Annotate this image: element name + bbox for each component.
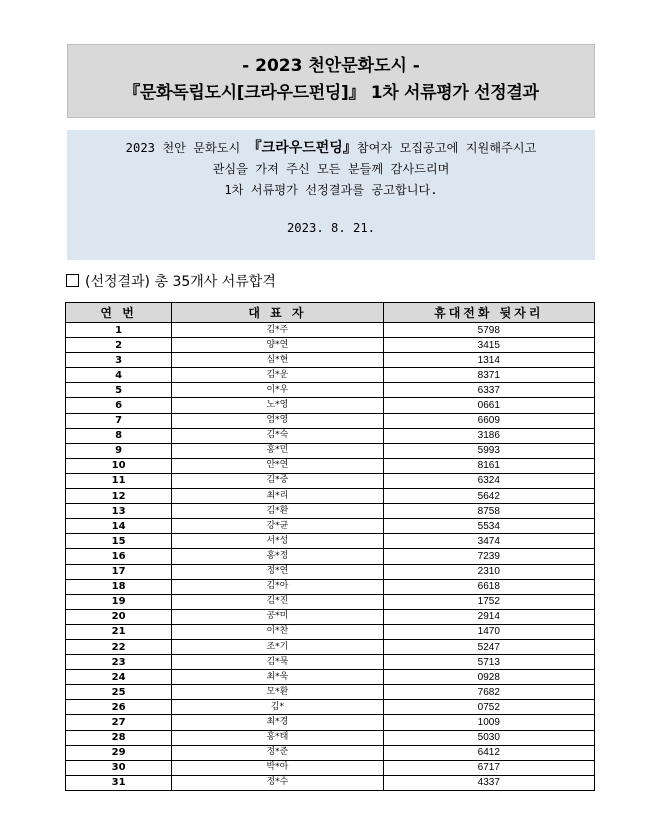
table-row <box>66 624 595 639</box>
phone-last-digits: 5030 <box>383 730 594 745</box>
table-row <box>66 534 595 549</box>
page-title-line1: - 2023 천안문화도시 - <box>242 56 420 76</box>
representative-name: 최*리 <box>172 489 383 504</box>
row-number: 31 <box>66 775 172 790</box>
notice-line-1-post: 참여자 모집공고에 지원해주시고 <box>356 141 537 155</box>
row-number: 2 <box>66 338 172 353</box>
notice-line-2: 관심을 가져 주신 모든 분들께 감사드리며 <box>212 162 450 176</box>
representative-name: 엄*영 <box>172 413 383 428</box>
table-row <box>66 775 595 790</box>
phone-last-digits: 3415 <box>383 338 594 353</box>
table-row <box>66 745 595 760</box>
phone-last-digits: 2310 <box>383 564 594 579</box>
table-row <box>66 504 595 519</box>
notice-line-1 <box>67 138 595 159</box>
phone-last-digits: 8371 <box>383 368 594 383</box>
representative-name: 홍*태 <box>172 730 383 745</box>
results-table <box>65 302 595 791</box>
notice-line-1-pre: 2023 천안 문화도시 <box>125 141 248 155</box>
row-number: 18 <box>66 579 172 594</box>
row-number: 4 <box>66 368 172 383</box>
representative-name: 공*미 <box>172 609 383 624</box>
section-heading <box>66 272 276 292</box>
table-row <box>66 443 595 458</box>
row-number: 17 <box>66 564 172 579</box>
row-number: 16 <box>66 549 172 564</box>
phone-last-digits: 6609 <box>383 413 594 428</box>
representative-name: 김*주 <box>172 323 383 338</box>
representative-name: 홍*민 <box>172 443 383 458</box>
title-banner <box>67 44 595 118</box>
phone-last-digits: 5993 <box>383 443 594 458</box>
row-number: 6 <box>66 398 172 413</box>
row-number: 20 <box>66 609 172 624</box>
column-header-number: 연 번 <box>66 303 172 323</box>
table-row <box>66 609 595 624</box>
table-row <box>66 670 595 685</box>
phone-last-digits: 1314 <box>383 353 594 368</box>
row-number: 13 <box>66 504 172 519</box>
table-row <box>66 458 595 473</box>
phone-last-digits: 5247 <box>383 639 594 654</box>
representative-name: 최*경 <box>172 715 383 730</box>
table-row <box>66 383 595 398</box>
row-number: 29 <box>66 745 172 760</box>
phone-last-digits: 8161 <box>383 458 594 473</box>
notice-line-3: 1차 서류평가 선정결과를 공고합니다. <box>224 183 438 197</box>
representative-name: 홍*정 <box>172 549 383 564</box>
representative-name: 이*찬 <box>172 624 383 639</box>
phone-last-digits: 0928 <box>383 670 594 685</box>
notice-box <box>67 130 595 260</box>
representative-name: 최*욱 <box>172 670 383 685</box>
table-row <box>66 368 595 383</box>
column-header-representative: 대 표 자 <box>172 303 383 323</box>
representative-name: 안*연 <box>172 458 383 473</box>
row-number: 26 <box>66 700 172 715</box>
row-number: 30 <box>66 760 172 775</box>
phone-last-digits: 7682 <box>383 685 594 700</box>
row-number: 14 <box>66 519 172 534</box>
row-number: 7 <box>66 413 172 428</box>
table-row <box>66 715 595 730</box>
representative-name: 김*진 <box>172 594 383 609</box>
representative-name: 정*수 <box>172 775 383 790</box>
notice-date: 2023. 8. 21. <box>286 221 376 235</box>
row-number: 24 <box>66 670 172 685</box>
representative-name: 조*기 <box>172 639 383 654</box>
row-number: 25 <box>66 685 172 700</box>
phone-last-digits: 6618 <box>383 579 594 594</box>
phone-last-digits: 5534 <box>383 519 594 534</box>
table-row <box>66 700 595 715</box>
page-title-line2: 『문화독립도시[크라우드펀딩]』 1차 서류평가 선정결과 <box>123 83 539 103</box>
row-number: 27 <box>66 715 172 730</box>
row-number: 28 <box>66 730 172 745</box>
table-row <box>66 655 595 670</box>
representative-name: 심*현 <box>172 353 383 368</box>
phone-last-digits: 8758 <box>383 504 594 519</box>
phone-last-digits: 7239 <box>383 549 594 564</box>
representative-name: 박*아 <box>172 760 383 775</box>
table-row <box>66 323 595 338</box>
column-header-phone: 휴대전화 뒷자리 <box>383 303 594 323</box>
row-number: 23 <box>66 655 172 670</box>
representative-name: 모*환 <box>172 685 383 700</box>
phone-last-digits: 3474 <box>383 534 594 549</box>
row-number: 3 <box>66 353 172 368</box>
phone-last-digits: 6717 <box>383 760 594 775</box>
row-number: 8 <box>66 428 172 443</box>
row-number: 12 <box>66 489 172 504</box>
table-header-row <box>66 303 595 323</box>
phone-last-digits: 5798 <box>383 323 594 338</box>
representative-name: 김* <box>172 700 383 715</box>
row-number: 9 <box>66 443 172 458</box>
representative-name: 김*아 <box>172 579 383 594</box>
phone-last-digits: 3186 <box>383 428 594 443</box>
table-row <box>66 519 595 534</box>
table-row <box>66 639 595 654</box>
phone-last-digits: 4337 <box>383 775 594 790</box>
notice-line-1-emphasis: 『크라우드펀딩』 <box>247 140 357 156</box>
phone-last-digits: 5642 <box>383 489 594 504</box>
representative-name: 강*균 <box>172 519 383 534</box>
representative-name: 김*운 <box>172 368 383 383</box>
row-number: 11 <box>66 473 172 488</box>
representative-name: 김*숙 <box>172 428 383 443</box>
phone-last-digits: 6337 <box>383 383 594 398</box>
representative-name: 서*성 <box>172 534 383 549</box>
phone-last-digits: 0752 <box>383 700 594 715</box>
row-number: 22 <box>66 639 172 654</box>
phone-last-digits: 1470 <box>383 624 594 639</box>
representative-name: 정*연 <box>172 564 383 579</box>
phone-last-digits: 6412 <box>383 745 594 760</box>
table-row <box>66 549 595 564</box>
representative-name: 김*묵 <box>172 655 383 670</box>
table-row <box>66 353 595 368</box>
table-row <box>66 338 595 353</box>
representative-name: 김*중 <box>172 473 383 488</box>
table-row <box>66 473 595 488</box>
table-row <box>66 760 595 775</box>
phone-last-digits: 0661 <box>383 398 594 413</box>
table-row <box>66 594 595 609</box>
representative-name: 양*연 <box>172 338 383 353</box>
table-row <box>66 489 595 504</box>
row-number: 19 <box>66 594 172 609</box>
phone-last-digits: 2914 <box>383 609 594 624</box>
phone-last-digits: 6324 <box>383 473 594 488</box>
table-row <box>66 579 595 594</box>
section-heading-label: (선정결과) 총 35개사 서류합격 <box>85 274 276 290</box>
representative-name: 정*준 <box>172 745 383 760</box>
table-row <box>66 428 595 443</box>
representative-name: 노*영 <box>172 398 383 413</box>
phone-last-digits: 1009 <box>383 715 594 730</box>
phone-last-digits: 5713 <box>383 655 594 670</box>
checkbox-square-icon <box>66 274 79 287</box>
representative-name: 김*환 <box>172 504 383 519</box>
table-row <box>66 730 595 745</box>
row-number: 1 <box>66 323 172 338</box>
table-row <box>66 685 595 700</box>
row-number: 5 <box>66 383 172 398</box>
table-row <box>66 564 595 579</box>
representative-name: 이*우 <box>172 383 383 398</box>
phone-last-digits: 1752 <box>383 594 594 609</box>
row-number: 15 <box>66 534 172 549</box>
table-row <box>66 413 595 428</box>
row-number: 21 <box>66 624 172 639</box>
table-row <box>66 398 595 413</box>
row-number: 10 <box>66 458 172 473</box>
